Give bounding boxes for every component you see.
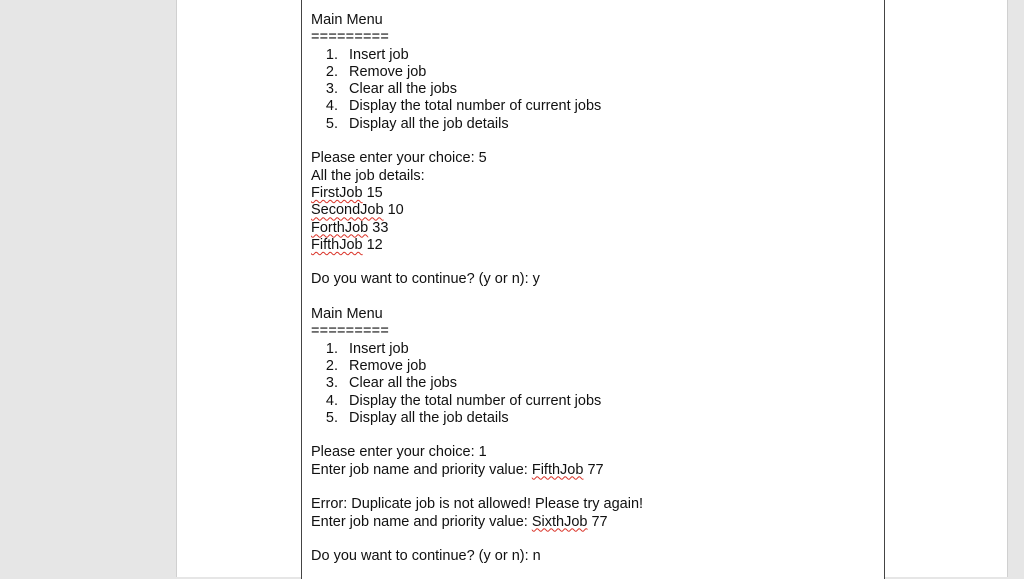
menu-item: 5. Display all the job details <box>325 409 509 426</box>
choice-prompt: Please enter your choice: 1 <box>311 444 487 461</box>
job-priority: 15 <box>362 184 383 201</box>
continue-prompt: Do you want to continue? (y or n): y <box>311 271 540 288</box>
menu-title: Main Menu <box>311 306 383 323</box>
job-entry-line: Enter job name and priority value: SixthJob 77 <box>311 513 608 530</box>
job-name: FifthJob <box>311 236 363 253</box>
menu-item: 2. Remove job <box>325 357 427 374</box>
menu-item: 1. Insert job <box>325 46 409 63</box>
menu-list <box>311 341 871 427</box>
menu-item: 1. Insert job <box>325 340 409 357</box>
menu-item: 4. Display the total number of current jobs <box>325 392 602 409</box>
job-row <box>311 237 871 254</box>
job-priority: 33 <box>368 219 389 236</box>
menu-item: 3. Clear all the jobs <box>325 375 457 392</box>
job-name: ForthJob <box>311 219 369 236</box>
job-name: SixthJob <box>531 513 588 530</box>
job-priority: 10 <box>383 202 404 219</box>
job-priority: 77 <box>583 461 604 478</box>
details-header: All the job details: <box>311 167 425 184</box>
job-priority: 77 <box>587 513 608 530</box>
menu-title: Main Menu <box>311 12 383 28</box>
job-row <box>311 202 871 219</box>
menu-item: 4. Display the total number of current jobs <box>325 98 602 115</box>
job-entry-line: Enter job name and priority value: FifthJob 77 <box>311 461 604 478</box>
menu-separator: ========= <box>311 323 390 340</box>
choice-prompt: Please enter your choice: 5 <box>311 150 487 167</box>
continue-prompt: Do you want to continue? (y or n): n <box>311 548 541 565</box>
menu-item: 5. Display all the job details <box>325 115 509 132</box>
menu-item: 3. Clear all the jobs <box>325 81 457 98</box>
job-name: SecondJob <box>311 202 384 219</box>
job-priority: 12 <box>362 236 383 253</box>
job-name: FifthJob <box>531 461 584 478</box>
job-row <box>311 220 871 237</box>
menu-item: 2. Remove job <box>325 63 427 80</box>
error-message: Error: Duplicate job is not allowed! Please try again! <box>311 496 644 513</box>
menu-list <box>311 47 871 133</box>
job-row <box>311 185 871 202</box>
menu-separator: ========= <box>311 29 390 46</box>
console-output <box>311 12 871 566</box>
job-name: FirstJob <box>311 184 363 201</box>
